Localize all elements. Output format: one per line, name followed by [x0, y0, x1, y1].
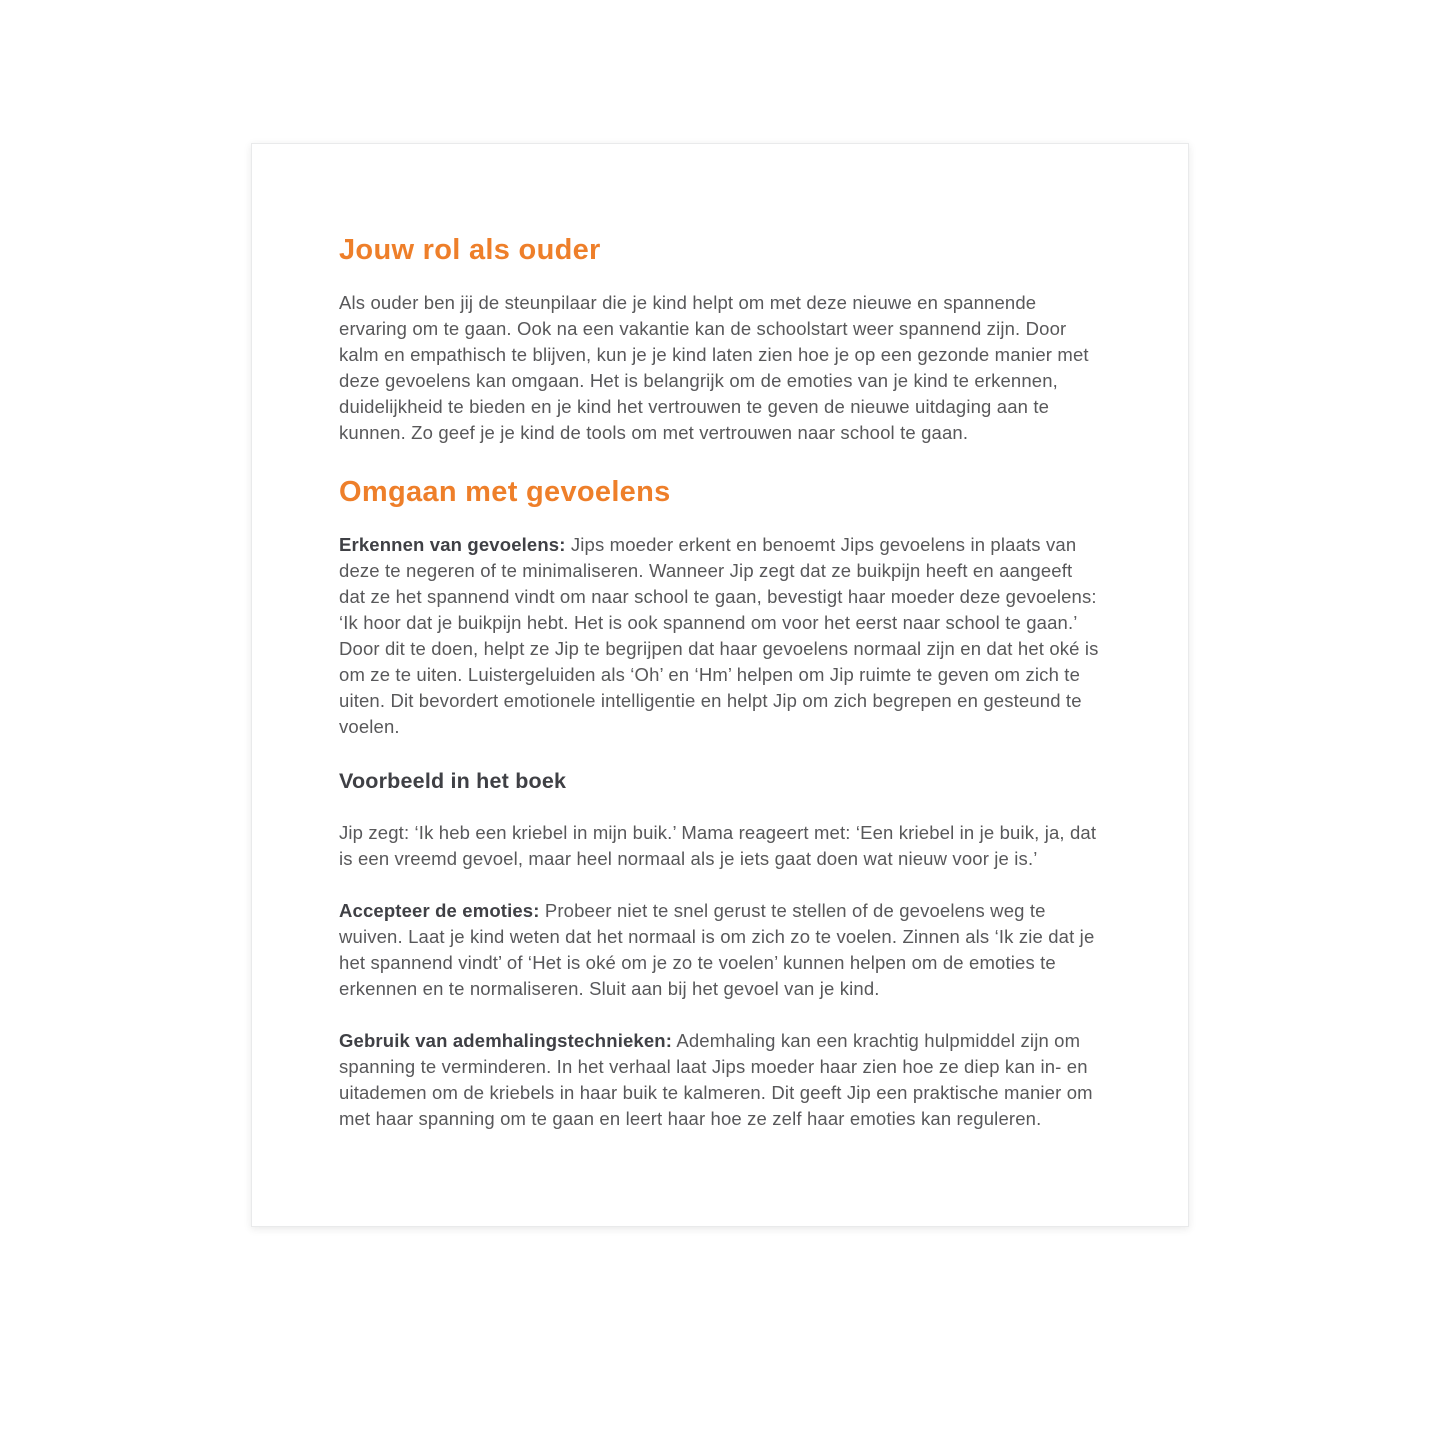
- paragraph-text: Ademhaling kan een krachtig hulpmiddel zijn om spanning te verminderen. In het verhaal laat Jips moeder haar zien hoe ze diep kan in- en uitademen om de kriebels in haar buik te kalmeren. Dit geeft Jip een praktische manier om met haar spanning om te gaan en leert haar hoe ze zelf haar emoties kan reguleren.: [339, 1030, 1093, 1129]
- paragraph-text: Als ouder ben jij de steunpilaar die je kind helpt om met deze nieuwe en spannende ervaring om te gaan. Ook na een vakantie kan de schoolstart weer spannend zijn. Door kalm en empathisch te blijven, kun je je kind laten zien hoe je op een gezonde manier met deze gevoelens kan omgaan. Het is belangrijk om de emoties van je kind te erkennen, duidelijkheid te bieden en je kind het vertrouwen te geven de nieuwe uitdaging aan te kunnen. Zo geef je je kind de tools om met vertrouwen naar school te gaan.: [339, 292, 1089, 443]
- paragraph-lead-erkennen-van-gevoelens: Erkennen van gevoelens:: [339, 534, 566, 555]
- paragraph-voorbeeld-citaat: [339, 820, 1101, 872]
- document-page: [251, 143, 1189, 1227]
- paragraph-text: Jip zegt: ‘Ik heb een kriebel in mijn buik.’ Mama reageert met: ‘Een kriebel in je buik, ja, dat is een vreemd gevoel, maar heel normaal als je iets gaat doen wat nieuw voor je is.’: [339, 822, 1097, 869]
- paragraph-lead-accepteer-de-emoties: Accepteer de emoties:: [339, 900, 540, 921]
- paragraph-ouder-steunpilaar: [339, 290, 1101, 446]
- section-heading-jouw-rol-als-ouder: Jouw rol als ouder: [339, 234, 601, 266]
- paragraph-erkennen-van-gevoelens: [339, 532, 1101, 740]
- paragraph-lead-ademhalingstechnieken: Gebruik van ademhalingstechnieken:: [339, 1030, 673, 1051]
- paragraph-accepteer-de-emoties: [339, 898, 1101, 1002]
- sub-heading-voorbeeld-in-het-boek: Voorbeeld in het boek: [339, 769, 567, 793]
- section-heading-omgaan-met-gevoelens: Omgaan met gevoelens: [339, 476, 671, 508]
- paragraph-text: Probeer niet te snel gerust te stellen of de gevoelens weg te wuiven. Laat je kind weten dat het normaal is om zich zo te voelen. Zinnen als ‘Ik zie dat je het spannend vindt’ of ‘Het is oké om je zo te voelen’ kunnen helpen om de emoties te erkennen en te normaliseren. Sluit aan bij het gevoel van je kind.: [339, 900, 1095, 999]
- paragraph-text: Jips moeder erkent en benoemt Jips gevoelens in plaats van deze te negeren of te minimaliseren. Wanneer Jip zegt dat ze buikpijn heeft en aangeeft dat ze het spannend vindt om naar school te gaan, bevestigt haar moeder deze gevoelens: ‘Ik hoor dat je buikpijn hebt. Het is ook spannend om voor het eerst naar school te gaan.’ Door dit te doen, helpt ze Jip te begrijpen dat haar gevoelens normaal zijn en dat het oké is om ze te uiten. Luistergeluiden als ‘Oh’ en ‘Hm’ helpen om Jip ruimte te geven om zich te uiten. Dit bevordert emotionele intelligentie en helpt Jip om zich begrepen en gesteund te voelen.: [339, 534, 1099, 737]
- paragraph-ademhalingstechnieken: [339, 1028, 1101, 1132]
